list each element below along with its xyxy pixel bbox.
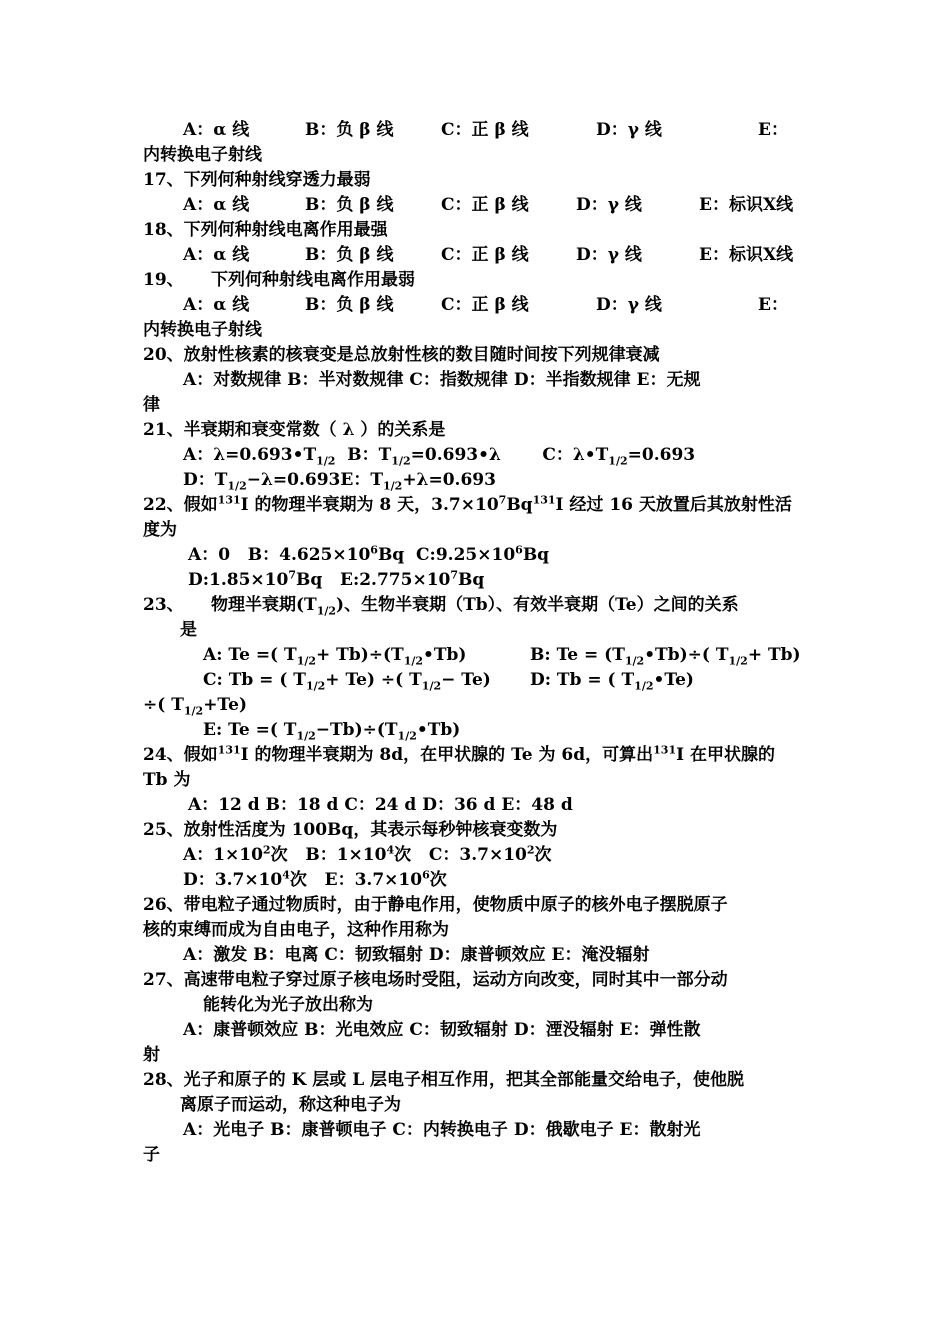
text-line xyxy=(183,194,863,216)
text-line xyxy=(183,244,863,266)
text-line xyxy=(183,294,863,316)
text-line: 28、光子和原子的 K 层或 L 层电子相互作用，把其全部能量交给电子，使他脱 xyxy=(143,1070,745,1090)
text-line: A：康普顿效应 B：光电效应 C：韧致辐射 D：湮没辐射 E：弹性散 xyxy=(183,1020,701,1040)
text-segment: A：α 线 xyxy=(183,120,250,140)
text-segment: E： xyxy=(758,120,788,140)
text-line: A：$1\times 10^2$次 B：$1\times 10^4$次 C：$3.7\times 10^2$次 xyxy=(183,843,552,865)
text-segment: C: Tb = ( $T_{1/2}+ Te$) ÷( $T_{1/2}- Te$) xyxy=(203,670,491,693)
text-line: 律 xyxy=(143,395,160,415)
text-segment: E：标识Ⅹ线 xyxy=(699,195,794,215)
text-segment: B：负 β 线 xyxy=(305,295,394,315)
text-line: 能转化为光子放出称为 xyxy=(203,995,373,1015)
text-line: $D:1.85\times 10^7Bq$ $E:2.775\times 10^7Bq$ xyxy=(188,568,485,590)
text-segment: A：α 线 xyxy=(183,295,250,315)
text-line: 核的束缚而成为自由电子，这种作用称为 xyxy=(143,920,449,940)
text-line xyxy=(143,269,823,291)
text-line: 22、假如$^{131}$I 的物理半衰期为 8 天，$3.7\times 10^7Bq^{131}I$ 经过 16 天放置后其放射性活 xyxy=(143,493,792,515)
text-line xyxy=(183,119,863,141)
text-line: A：0 B：$4.625\times 10^6Bq$ $C:9.25\times 10^6Bq$ xyxy=(188,543,550,565)
text-line: 20、放射性核素的核衰变是总放射性核的数目随时间按下列规律衰减 xyxy=(143,345,660,365)
text-segment: E： xyxy=(758,295,788,315)
text-line: A：对数规律 B：半对数规律 C：指数规律 D：半指数规律 E：无规 xyxy=(183,370,701,390)
text-line: 27、高速带电粒子穿过原子核电场时受阻，运动方向改变，同时其中一部分动 xyxy=(143,970,728,990)
text-line xyxy=(143,594,823,616)
text-line: ÷( $T_{1/2}+Te$) xyxy=(143,695,247,718)
text-line: 是 xyxy=(180,620,197,640)
text-line: A：光电子 B：康普顿电子 C：内转换电子 D：俄歇电子 E：散射光 xyxy=(183,1120,701,1140)
text-line: 射 xyxy=(143,1045,160,1065)
text-line: 18、下列何种射线电离作用最强 xyxy=(143,220,388,240)
text-segment: B：负 β 线 xyxy=(305,245,394,265)
text-segment: D：γ 线 xyxy=(596,120,662,140)
text-segment: D：γ 线 xyxy=(576,245,642,265)
text-segment: C：正 β 线 xyxy=(441,245,529,265)
text-line: 离原子而运动，称这种电子为 xyxy=(180,1095,401,1115)
text-segment: A：α 线 xyxy=(183,245,250,265)
text-line: E: Te =( $T_{1/2}-Tb)\div(T_{1/2}•Tb)$ xyxy=(203,720,461,743)
text-line: 24、假如$^{131}$I 的物理半衰期为 8d，在甲状腺的 Te 为 6d，可算出$^{131}$I 在甲状腺的 xyxy=(143,743,775,765)
text-line: 度为 xyxy=(143,520,177,540)
text-segment: B: $Te = (T_{1/2}•Tb)\div$( $T_{1/2}+ Tb$) xyxy=(530,645,801,668)
text-line: D：$T_{1/2}-\lambda=0.693E$：$T_{1/2}+\lambda=0.693$ xyxy=(183,470,496,493)
text-segment: D：γ 线 xyxy=(576,195,642,215)
text-line: 26、带电粒子通过物质时，由于静电作用，使物质中原子的核外电子摆脱原子 xyxy=(143,895,728,915)
text-line: A：激发 B：电离 C：韧致辐射 D：康普顿效应 E：淹没辐射 xyxy=(183,945,650,965)
text-line: Tb 为 xyxy=(143,770,191,790)
text-line: 内转换电子射线 xyxy=(143,145,262,165)
text-line xyxy=(203,644,883,666)
text-line: 内转换电子射线 xyxy=(143,320,262,340)
text-segment: C：正 β 线 xyxy=(441,120,529,140)
text-segment: B：负 β 线 xyxy=(305,120,394,140)
text-segment: B：负 β 线 xyxy=(305,195,394,215)
text-segment: 物理半衰期$(T_{1/2})$、生物半衰期（Tb）、有效半衰期（Te）之间的关系 xyxy=(211,595,739,618)
text-segment: D：γ 线 xyxy=(596,295,662,315)
text-segment: C：正 β 线 xyxy=(441,295,529,315)
text-segment: 下列何种射线电离作用最弱 xyxy=(211,270,415,290)
text-segment: A：α 线 xyxy=(183,195,250,215)
text-segment: D: Tb = ( $T_{1/2}•Te$) xyxy=(530,670,694,693)
text-segment: C：正 β 线 xyxy=(441,195,529,215)
text-segment: A: Te =( $T_{1/2}+$ $Tb)\div(T_{1/2}•Tb)$ xyxy=(203,645,467,668)
text-line: 17、下列何种射线穿透力最弱 xyxy=(143,170,371,190)
text-line xyxy=(203,669,883,691)
text-line: D：$3.7\times 10^4$次 E：$3.7\times 10^6$次 xyxy=(183,868,447,890)
text-line: 25、放射性活度为 100Bq，其表示每秒钟核衰变数为 xyxy=(143,820,558,840)
text-line: 子 xyxy=(143,1145,160,1165)
text-segment: 23、 xyxy=(143,595,184,615)
text-line: A：12 d B：18 d C：24 d D：36 d E：48 d xyxy=(188,795,573,815)
text-segment: E：标识Ⅹ线 xyxy=(699,245,794,265)
text-line: A：$\lambda=0.693•T_{1/2}$ B：$T_{1/2}=0.693•\lambda$ C：$\lambda•T_{1/2}=0.693$ xyxy=(183,445,696,468)
text-segment: 19、 xyxy=(143,270,184,290)
text-line: 21、半衰期和衰变常数（ λ ）的关系是 xyxy=(143,420,446,440)
